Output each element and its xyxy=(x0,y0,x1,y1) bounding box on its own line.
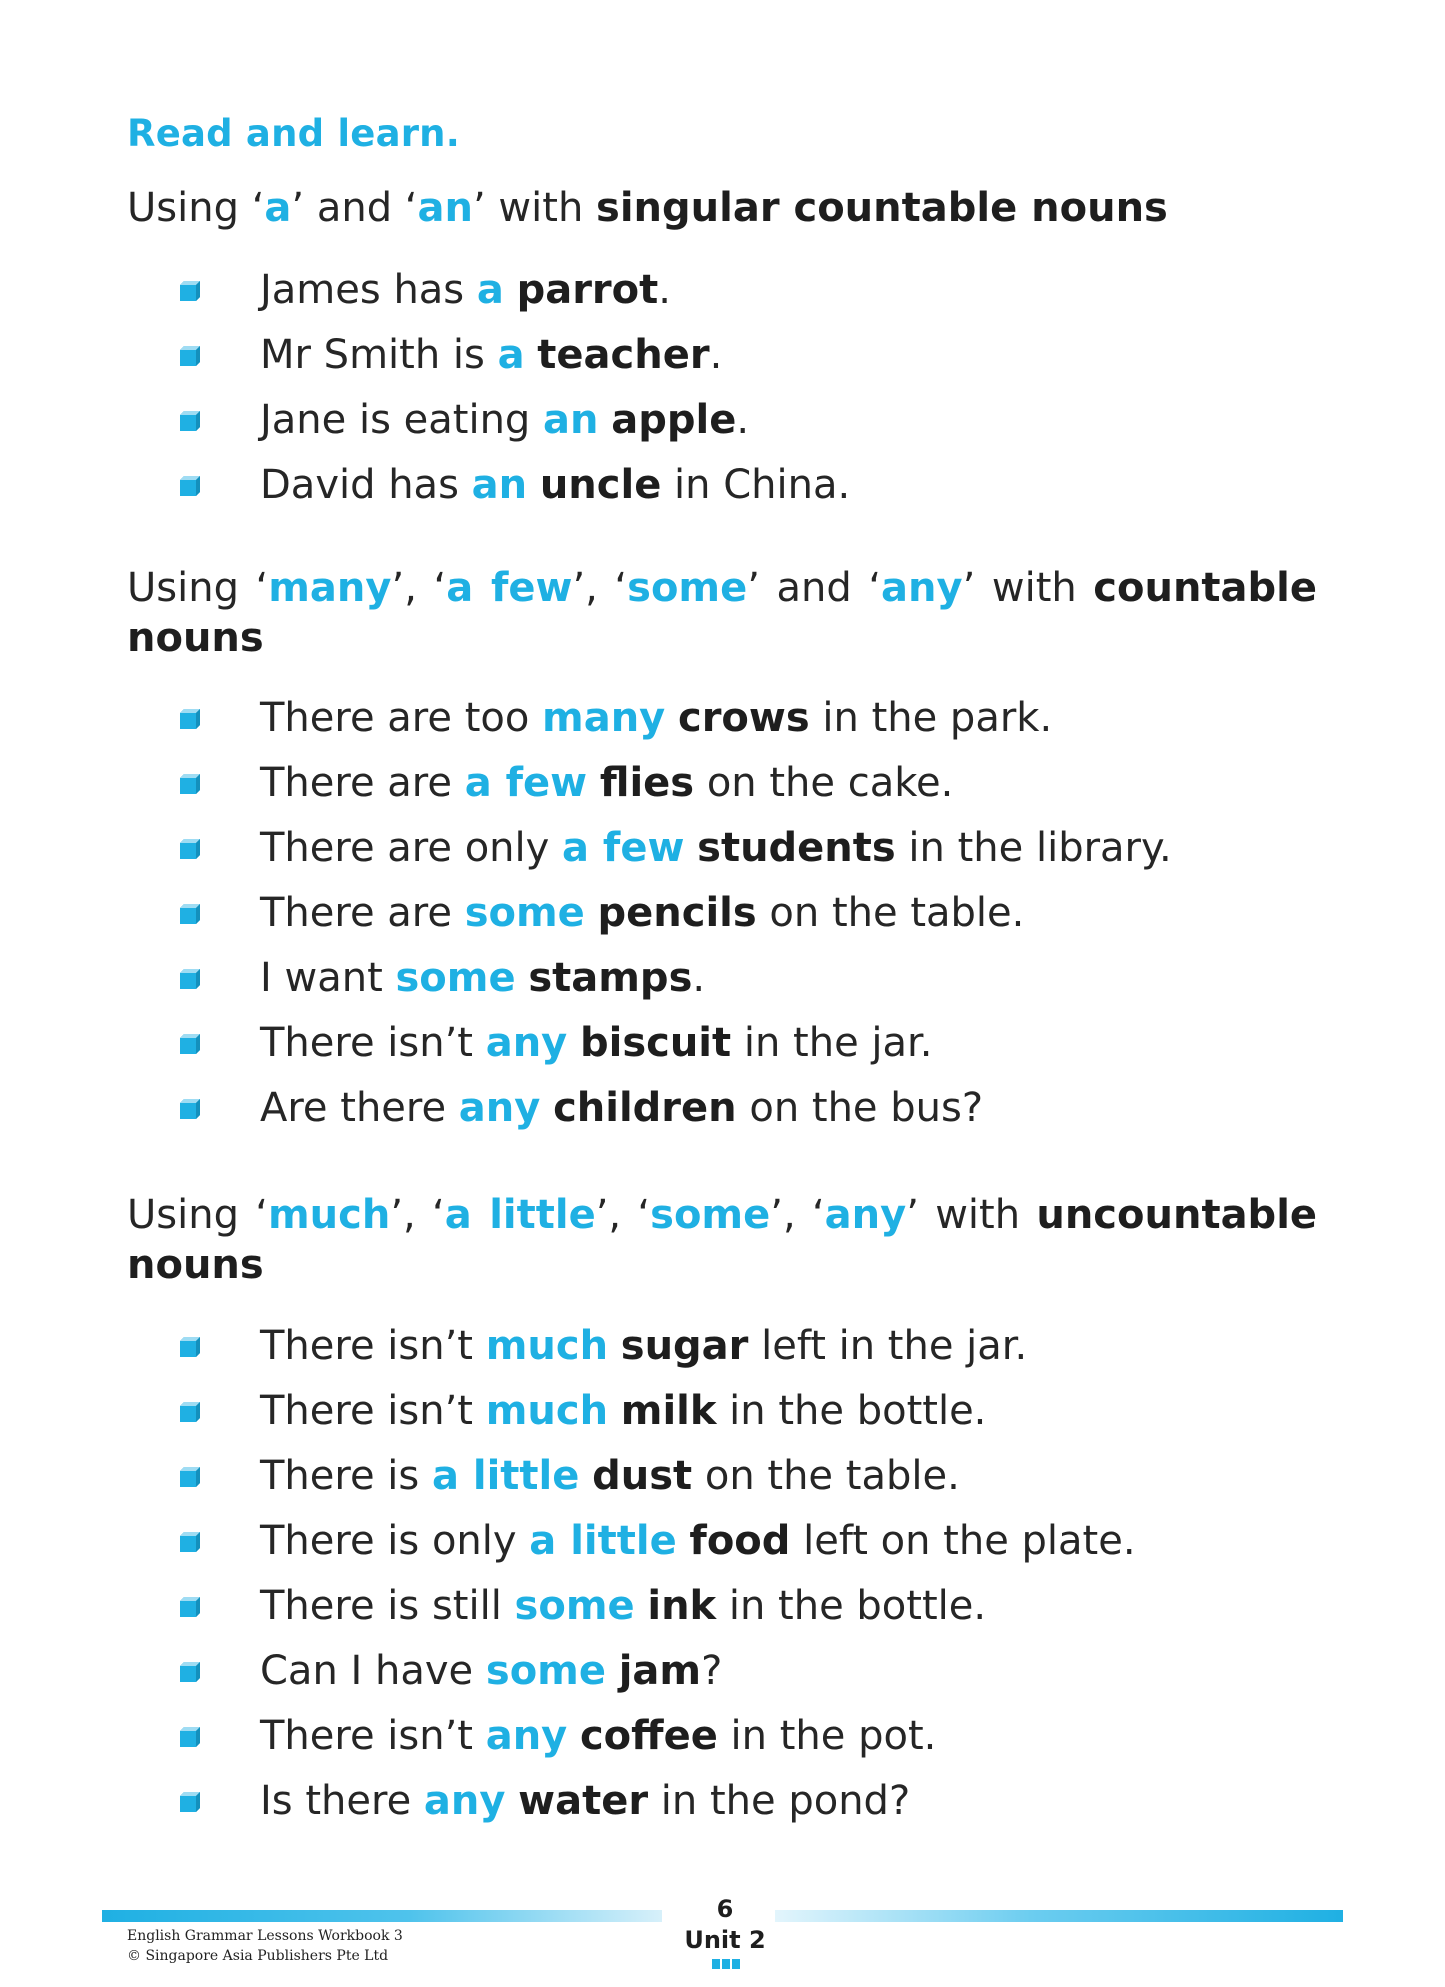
bullet-square-icon xyxy=(179,474,201,496)
highlight-word: any xyxy=(881,565,963,611)
text-segment: ’, ‘ xyxy=(595,1192,651,1238)
highlight-word: a few xyxy=(562,825,685,871)
example-item xyxy=(0,1773,1445,1838)
text-segment: left in the jar. xyxy=(748,1323,1028,1369)
text-segment: Can I have xyxy=(260,1648,486,1694)
highlight-word: some xyxy=(395,955,516,1001)
text-segment: in the jar. xyxy=(731,1020,933,1066)
example-sentence xyxy=(260,950,705,1006)
bold-noun: parrot xyxy=(516,267,659,313)
text-segment: ’, ‘ xyxy=(391,565,447,611)
example-sentence xyxy=(260,262,671,318)
text-segment: There isn’t xyxy=(260,1713,486,1759)
highlight-word: a xyxy=(497,332,525,378)
text-segment: There is only xyxy=(260,1518,530,1564)
example-item xyxy=(0,885,1445,950)
text-segment: ’ with xyxy=(906,1192,1037,1238)
highlight-word: a few xyxy=(446,565,573,611)
section-title-countable xyxy=(127,563,1317,663)
page-number: 6 xyxy=(716,1895,734,1923)
text-segment: ’, ‘ xyxy=(390,1192,445,1238)
bullet-square-icon xyxy=(179,409,201,431)
highlight-word: an xyxy=(417,185,473,231)
text-segment: Using ‘ xyxy=(127,1192,268,1238)
text-segment xyxy=(684,825,697,871)
text-segment: on the cake. xyxy=(694,760,954,806)
text-segment: There are xyxy=(260,760,465,806)
example-sentence xyxy=(260,1318,1027,1374)
text-segment: ’ with xyxy=(962,565,1094,611)
text-segment: in the pot. xyxy=(717,1713,937,1759)
highlight-word: a xyxy=(476,267,504,313)
highlight-word: a little xyxy=(431,1453,580,1499)
text-segment xyxy=(567,1713,580,1759)
example-item xyxy=(0,1015,1445,1080)
text-segment xyxy=(599,397,612,443)
highlight-word: some xyxy=(650,1192,771,1238)
bold-noun: jam xyxy=(618,1648,702,1694)
bold-noun: flies xyxy=(599,760,695,806)
example-sentence xyxy=(260,1080,983,1136)
section-title-uncountable xyxy=(127,1190,1317,1290)
bold-noun: children xyxy=(553,1085,737,1131)
bullet-square-icon xyxy=(179,1790,201,1812)
highlight-word: some xyxy=(485,1648,606,1694)
example-item xyxy=(0,1448,1445,1513)
bold-noun: crows xyxy=(677,695,810,741)
text-segment: There are only xyxy=(260,825,563,871)
unit-marks-icon xyxy=(712,1959,740,1969)
bullet-square-icon xyxy=(179,1530,201,1552)
bold-noun: students xyxy=(697,825,896,871)
bold-noun: teacher xyxy=(537,332,710,378)
text-segment xyxy=(606,1648,619,1694)
book-title: English Grammar Lessons Workbook 3 xyxy=(127,1928,403,1944)
text-segment: in China. xyxy=(661,462,851,508)
bullet-square-icon xyxy=(179,707,201,729)
highlight-word: some xyxy=(514,1583,635,1629)
example-sentence xyxy=(260,1578,986,1634)
text-segment: There isn’t xyxy=(260,1020,486,1066)
text-segment xyxy=(665,695,678,741)
example-item xyxy=(0,1318,1445,1383)
example-item xyxy=(0,1383,1445,1448)
text-segment: on the table. xyxy=(756,890,1025,936)
text-segment: There isn’t xyxy=(260,1323,486,1369)
highlight-word: any xyxy=(824,1192,907,1238)
highlight-word: any xyxy=(423,1778,506,1824)
text-segment xyxy=(540,1085,553,1131)
example-sentence xyxy=(260,1643,722,1699)
example-sentence xyxy=(260,755,953,811)
text-segment: on the bus? xyxy=(736,1085,984,1131)
example-sentence xyxy=(260,885,1024,941)
footer-bar-left xyxy=(102,1910,662,1922)
text-segment: in the bottle. xyxy=(716,1583,987,1629)
text-segment xyxy=(587,760,600,806)
text-segment: ? xyxy=(701,1648,723,1694)
text-segment: James has xyxy=(260,267,477,313)
bullet-square-icon xyxy=(179,1032,201,1054)
bullet-square-icon xyxy=(179,837,201,859)
bold-noun: sugar xyxy=(620,1323,749,1369)
bold-noun: countable nouns xyxy=(127,565,1318,661)
example-item xyxy=(0,392,1445,457)
bold-noun: uncle xyxy=(539,462,662,508)
bold-noun: uncountable nouns xyxy=(127,1192,1318,1288)
text-segment: in the park. xyxy=(809,695,1053,741)
text-segment: David has xyxy=(260,462,472,508)
bullet-square-icon xyxy=(179,279,201,301)
example-sentence xyxy=(260,1383,986,1439)
highlight-word: any xyxy=(485,1713,568,1759)
bullet-square-icon xyxy=(179,772,201,794)
text-segment xyxy=(516,955,529,1001)
bullet-square-icon xyxy=(179,1725,201,1747)
highlight-word: much xyxy=(267,1192,391,1238)
bold-noun: milk xyxy=(620,1388,717,1434)
text-segment: . xyxy=(658,267,671,313)
bold-noun: food xyxy=(689,1518,791,1564)
example-item xyxy=(0,950,1445,1015)
example-item xyxy=(0,262,1445,327)
text-segment: There are too xyxy=(260,695,543,741)
text-segment: I want xyxy=(260,955,396,1001)
example-sentence xyxy=(260,1513,1136,1569)
text-segment: on the table. xyxy=(692,1453,960,1499)
bold-noun: dust xyxy=(592,1453,693,1499)
text-segment: in the pond? xyxy=(648,1778,911,1824)
text-segment xyxy=(579,1453,592,1499)
section-title-articles xyxy=(127,183,1317,233)
highlight-word: some xyxy=(627,565,748,611)
text-segment: . xyxy=(692,955,706,1001)
text-segment: Are there xyxy=(260,1085,459,1131)
example-item xyxy=(0,1708,1445,1773)
text-segment: Using ‘ xyxy=(127,185,265,231)
bullet-square-icon xyxy=(179,1400,201,1422)
highlight-word: a xyxy=(264,185,292,231)
text-segment xyxy=(635,1583,648,1629)
text-segment: There is still xyxy=(260,1583,515,1629)
example-item xyxy=(0,755,1445,820)
text-segment xyxy=(608,1323,621,1369)
bullet-square-icon xyxy=(179,967,201,989)
highlight-word: much xyxy=(485,1388,609,1434)
highlight-word: a little xyxy=(529,1518,677,1564)
text-segment xyxy=(505,1778,518,1824)
example-item xyxy=(0,1643,1445,1708)
bullet-square-icon xyxy=(179,1595,201,1617)
bold-noun: pencils xyxy=(597,890,757,936)
highlight-word: much xyxy=(485,1323,609,1369)
text-segment: There are xyxy=(260,890,465,936)
page-heading: Read and learn. xyxy=(127,112,460,155)
bold-noun: apple xyxy=(611,397,737,443)
unit-label: Unit 2 xyxy=(684,1926,766,1954)
text-segment: ’ and ‘ xyxy=(747,565,882,611)
text-segment: Using ‘ xyxy=(127,565,269,611)
bold-noun: coffee xyxy=(579,1713,718,1759)
text-segment: Mr Smith is xyxy=(260,332,498,378)
text-segment xyxy=(525,332,538,378)
highlight-word: many xyxy=(268,565,392,611)
text-segment: ’ with xyxy=(473,185,597,231)
bullet-square-icon xyxy=(179,1660,201,1682)
text-segment xyxy=(608,1388,621,1434)
example-sentence xyxy=(260,1773,910,1829)
example-item xyxy=(0,327,1445,392)
text-segment xyxy=(677,1518,690,1564)
text-segment: in the library. xyxy=(895,825,1172,871)
highlight-word: some xyxy=(464,890,585,936)
example-sentence xyxy=(260,457,850,513)
copyright: © Singapore Asia Publishers Pte Ltd xyxy=(127,1948,389,1964)
text-segment: Is there xyxy=(260,1778,424,1824)
text-segment: ’, ‘ xyxy=(572,565,628,611)
bullet-square-icon xyxy=(179,1097,201,1119)
text-segment: . xyxy=(709,332,723,378)
text-segment: in the bottle. xyxy=(716,1388,987,1434)
highlight-word: any xyxy=(458,1085,541,1131)
bold-noun: biscuit xyxy=(579,1020,732,1066)
highlight-word: a few xyxy=(464,760,588,806)
highlight-word: many xyxy=(542,695,666,741)
bold-noun: stamps xyxy=(528,955,693,1001)
highlight-word: a little xyxy=(444,1192,596,1238)
text-segment: . xyxy=(736,397,750,443)
example-sentence xyxy=(260,327,722,383)
bold-noun: singular countable nouns xyxy=(596,185,1168,231)
bold-noun: water xyxy=(518,1778,649,1824)
text-segment xyxy=(527,462,540,508)
text-segment xyxy=(585,890,598,936)
bullet-square-icon xyxy=(179,1465,201,1487)
bold-noun: ink xyxy=(647,1583,717,1629)
bullet-square-icon xyxy=(179,902,201,924)
example-item xyxy=(0,457,1445,522)
example-sentence xyxy=(260,820,1172,876)
highlight-word: any xyxy=(485,1020,568,1066)
text-segment: Jane is eating xyxy=(260,397,544,443)
highlight-word: an xyxy=(543,397,599,443)
text-segment xyxy=(504,267,517,313)
text-segment: There isn’t xyxy=(260,1388,486,1434)
footer-bar-right xyxy=(775,1910,1343,1922)
example-sentence xyxy=(260,1448,960,1504)
highlight-word: an xyxy=(471,462,528,508)
text-segment: ’, ‘ xyxy=(770,1192,825,1238)
example-item xyxy=(0,690,1445,755)
example-sentence xyxy=(260,392,749,448)
bullet-square-icon xyxy=(179,1335,201,1357)
example-sentence xyxy=(260,1708,936,1764)
text-segment xyxy=(567,1020,580,1066)
text-segment: There is xyxy=(260,1453,432,1499)
example-item xyxy=(0,1513,1445,1578)
text-segment: ’ and ‘ xyxy=(291,185,418,231)
example-item xyxy=(0,1578,1445,1643)
example-item xyxy=(0,1080,1445,1145)
example-sentence xyxy=(260,1015,933,1071)
example-item xyxy=(0,820,1445,885)
text-segment: left on the plate. xyxy=(790,1518,1136,1564)
bullet-square-icon xyxy=(179,344,201,366)
example-sentence xyxy=(260,690,1052,746)
